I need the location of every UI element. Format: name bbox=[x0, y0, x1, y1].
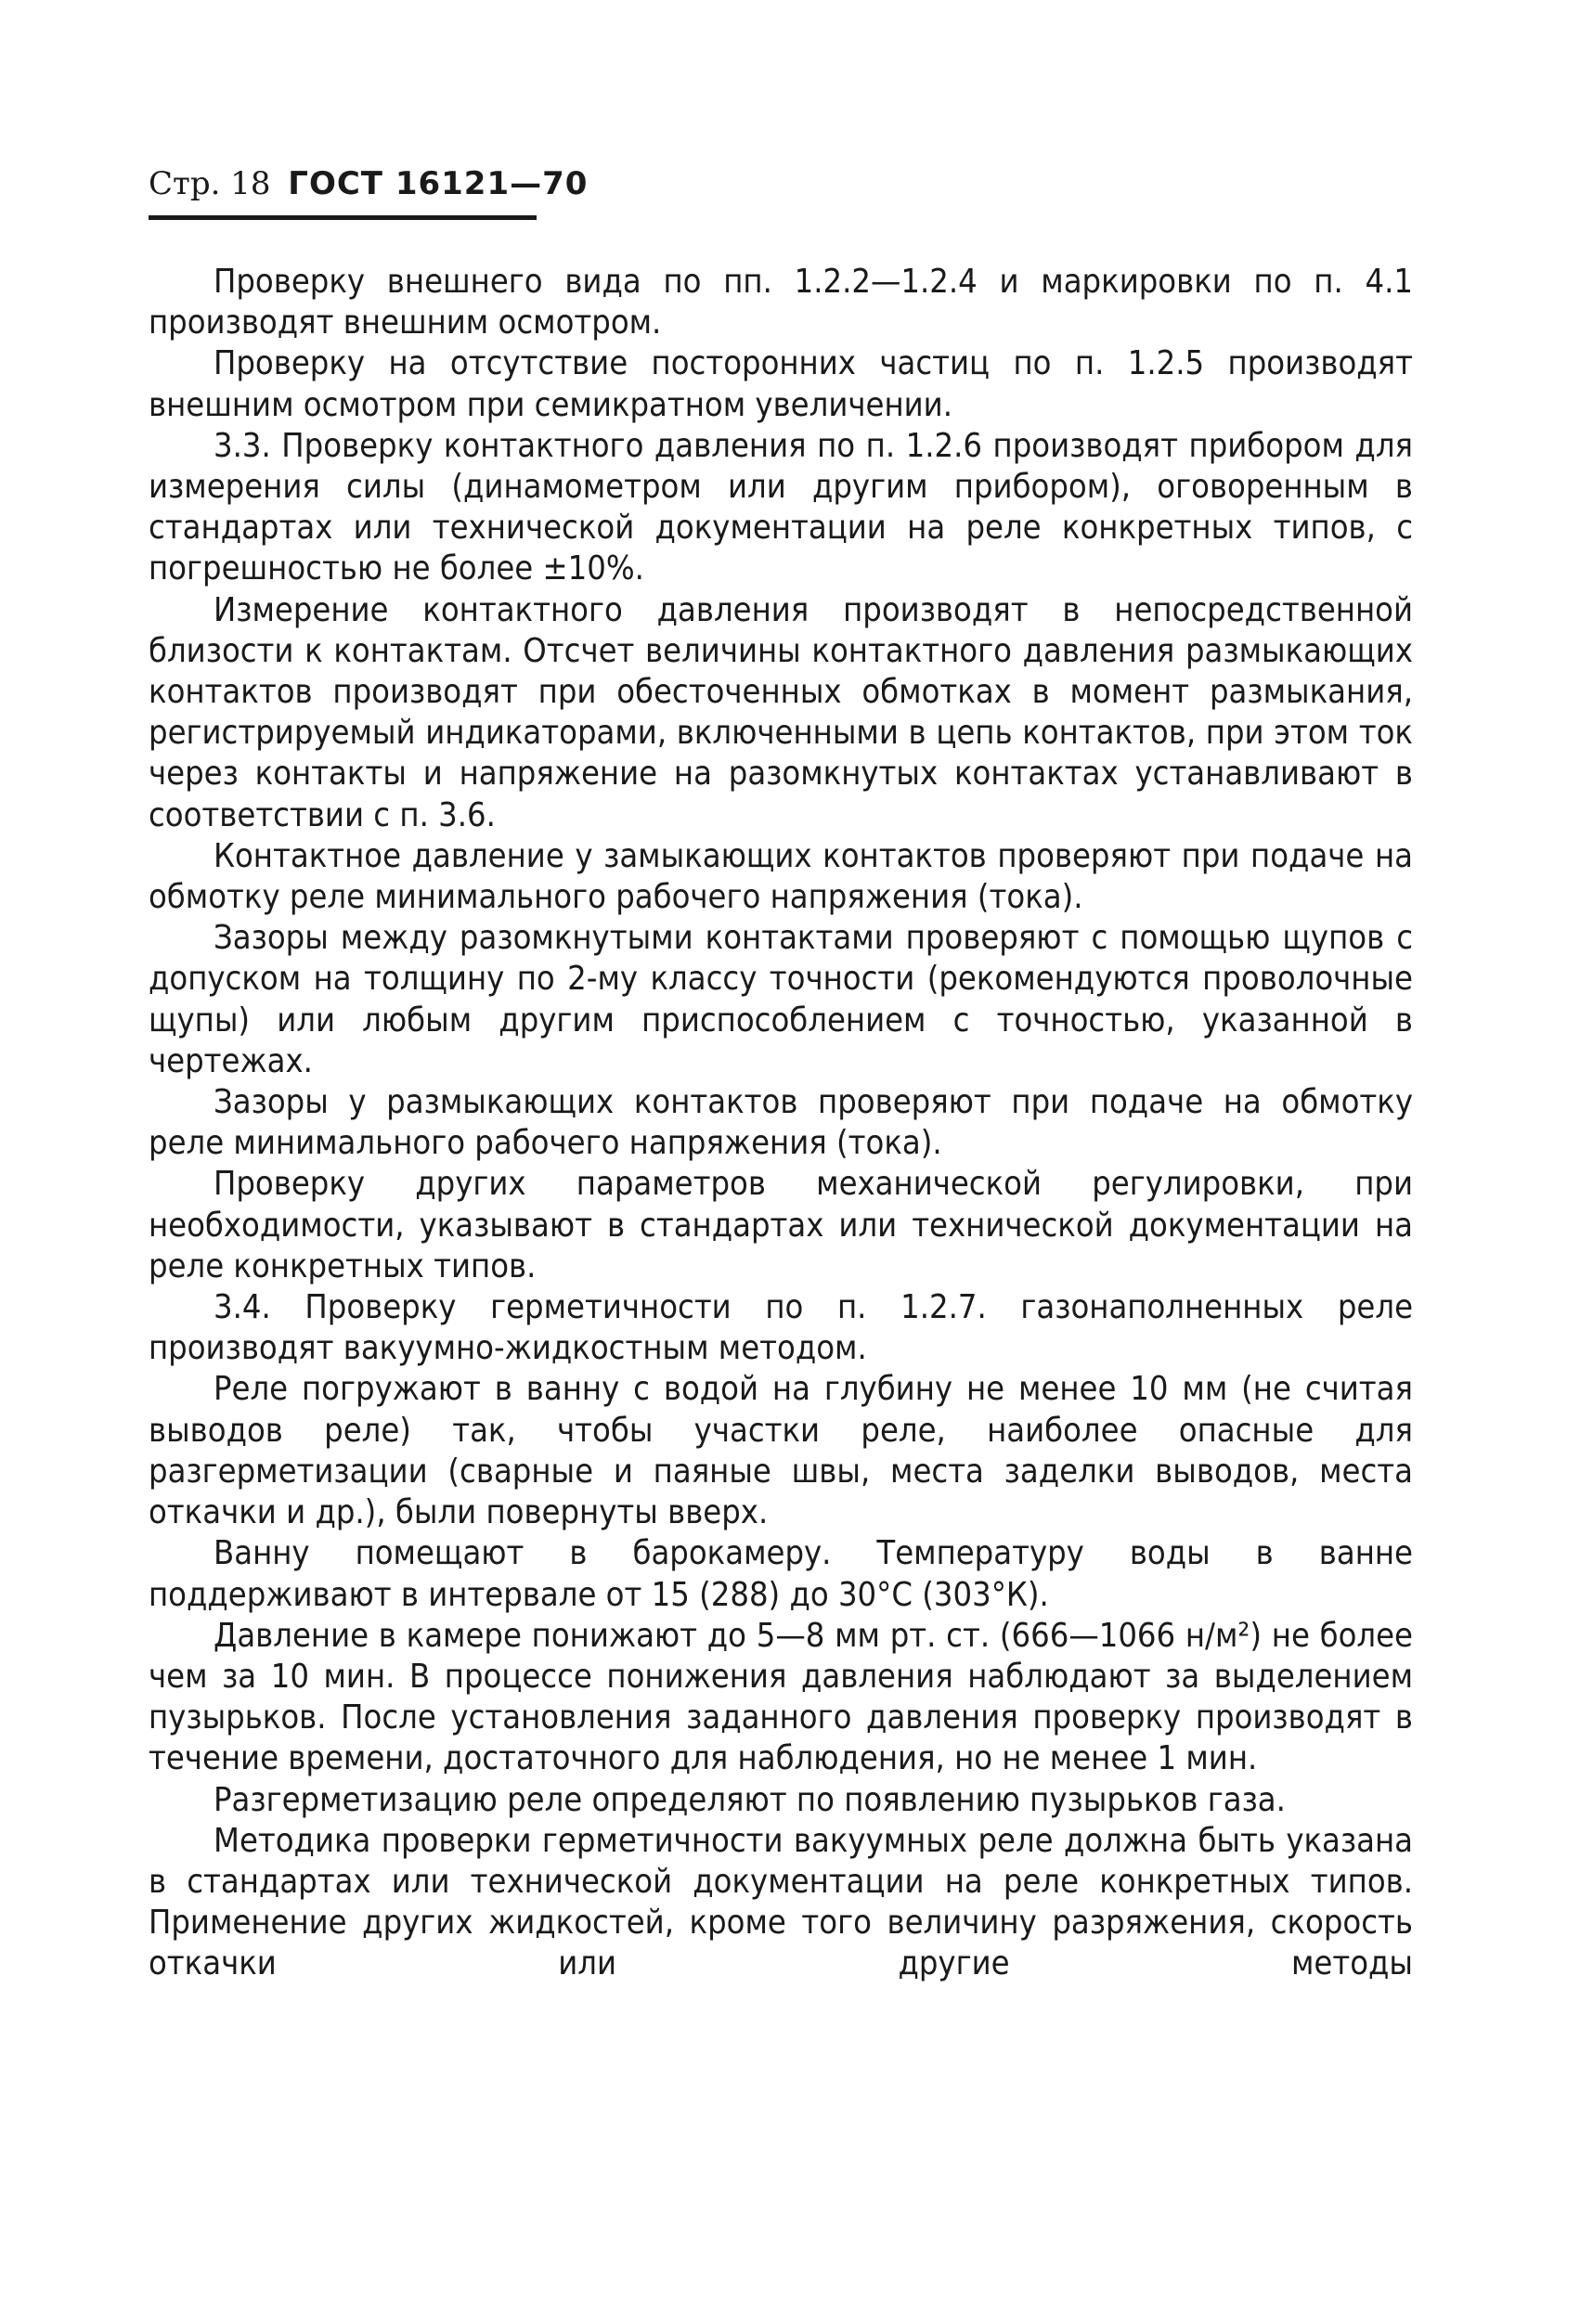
paragraph: 3.3. Проверку контактного давления по п. 1.2.6 производят прибором для измерения силы (динамометром или другим прибором), оговоренным в стандартах или технической документации на реле конкретных типов, с погрешностью не более ±10%. bbox=[149, 426, 1413, 588]
paragraph: Реле погружают в ванну с водой на глубину не менее 10 мм (не считая выводов реле) так, чтобы участки реле, наиболее опасные для разгерметизации (сварные и паяные швы, места заделки выводов, места откачки и др.), были повернуты вверх. bbox=[149, 1370, 1413, 1532]
paragraph: 3.4. Проверку герметичности по п. 1.2.7. газонаполненных реле производят вакуумно-жидкостным методом. bbox=[149, 1288, 1413, 1368]
page-number: Стр. 18 bbox=[149, 165, 271, 202]
paragraph: Проверку на отсутствие посторонних частиц по п. 1.2.5 производят внешним осмотром при семикратном увеличении. bbox=[149, 344, 1413, 424]
paragraph: Методика проверки герметичности вакуумных реле должна быть указана в стандартах или технической документации на реле конкретных типов. Применение других жидкостей, кроме того величину разряжения, скорость откачки или другие методы bbox=[149, 1821, 1413, 1983]
paragraph: Зазоры между разомкнутыми контактами проверяют с помощью щупов с допуском на толщину по 2-му классу точности (рекомендуются проволочные щупы) или любым другим приспособлением с точностью, указанной в чертежах. bbox=[149, 919, 1413, 1080]
paragraph: Проверку внешнего вида по пп. 1.2.2—1.2.4 и маркировки по п. 4.1 производят внешним осмотром. bbox=[149, 263, 1413, 342]
paragraph: Проверку других параметров механической регулировки, при необходимости, указывают в стандартах или технической документации на реле конкретных типов. bbox=[149, 1165, 1413, 1285]
document-code: ГОСТ 16121—70 bbox=[288, 165, 589, 202]
paragraph: Измерение контактного давления производят в непосредственной близости к контактам. Отсчет величины контактного давления размыкающих контактов производят при обесточенных обмотках в момент размыкания, регистрируемый индикаторами, включенными в цепь контактов, при этом ток через контакты и напряжение на разомкнутых контактах устанавливают в соответствии с п. 3.6. bbox=[149, 590, 1413, 834]
paragraph: Разгерметизацию реле определяют по появлению пузырьков газа. bbox=[214, 1780, 1286, 1819]
paragraph: Ванну помещают в барокамеру. Температуру воды в ванне поддерживают в интервале от 15 (288) до 30°С (303°К). bbox=[149, 1534, 1413, 1614]
paragraph: Давление в камере понижают до 5—8 мм рт. ст. (666—1066 н/м²) не более чем за 10 мин. В процессе понижения давления наблюдают за выделением пузырьков. После установления заданного давления проверку производят в течение времени, достаточного для наблюдения, но не менее 1 мин. bbox=[149, 1616, 1413, 1778]
header-rule bbox=[149, 215, 537, 220]
paragraph: Зазоры у размыкающих контактов проверяют при подаче на обмотку реле минимального рабочего напряжения (тока). bbox=[149, 1083, 1413, 1163]
body-text bbox=[149, 262, 1413, 1985]
paragraph: Контактное давление у замыкающих контактов проверяют при подаче на обмотку реле минимального рабочего напряжения (тока). bbox=[149, 836, 1413, 917]
page-header bbox=[149, 165, 588, 202]
